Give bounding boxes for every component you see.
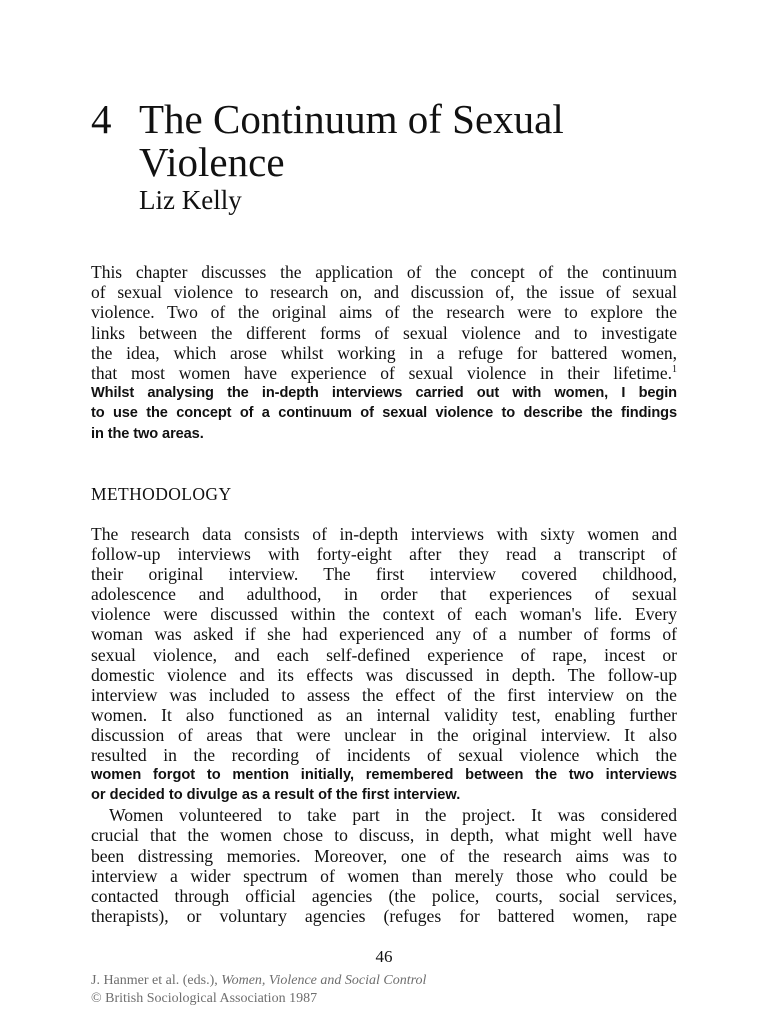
page-number: 46 [375,947,393,966]
method-line: resulted in the recording of incidents of sexual violence which the [91,745,677,766]
method-line: therapists), or voluntary agencies (refuges for battered women, rape [91,905,677,926]
footnote-marker: 1 [672,364,677,376]
methodology-body [91,524,677,926]
intro-line: This chapter discusses the application of the concept of the continuum [91,262,677,282]
chapter-title-line2: Violence [139,139,285,185]
section-heading: METHODOLOGY [91,484,232,504]
method-line: women. It also functioned as an internal validity test, enabling further [91,704,677,725]
method-line: violence were discussed within the context of each woman's life. Every [91,604,677,625]
intro-line-with-footnote [91,363,677,383]
intro-line: links between the different forms of sexual violence and to investigate [91,322,677,343]
intro-line: violence. Two of the original aims of the research were to explore the [91,302,677,323]
footer-book-title: Women, Violence and Social Control [221,973,427,988]
method-line: discussion of areas that were unclear in the original interview. It also [91,724,677,745]
method-line: woman was asked if she had experienced any of a number of forms of [91,624,677,645]
intro-line: the idea, which arose whilst working in a refuge for battered women, [91,342,677,363]
method-line: interview was included to assess the effect of the first interview on the [91,684,677,705]
method-line: adolescence and adulthood, in order that experiences of sexual [91,584,677,605]
method-line: Women volunteered to take part in the project. It was considered [109,805,677,826]
method-bold-line: women forgot to mention initially, remembered between the two interviews [91,767,677,784]
intro-bold-line: to use the concept of a continuum of sexual violence to describe the findings [91,405,677,422]
chapter-number: 4 [91,96,112,142]
method-line: follow-up interviews with forty-eight after they read a transcript of [91,544,677,565]
footer-editors: J. Hanmer et al. (eds.), [91,973,222,988]
intro-bold-line: Whilst analysing the in-depth interviews carried out with women, I begin [91,385,677,402]
intro-bold-line: in the two areas. [91,425,204,442]
chapter-title-line1: The Continuum of Sexual [139,96,564,142]
chapter-heading [91,98,731,184]
footer-copyright: © British Sociological Association 1987 [91,991,318,1006]
method-line: crucial that the women chose to discuss, in depth, what might well have [91,825,677,846]
method-line: interview a wider spectrum of women than merely those who could be [91,865,677,886]
footer-line1 [91,972,426,990]
method-line: contacted through official agencies (the police, courts, social services, [91,885,677,906]
method-line: domestic violence and its effects was discussed in depth. The follow-up [91,664,677,685]
chapter-author: Liz Kelly [139,185,242,215]
intro-line: of sexual violence to research on, and discussion of, the issue of sexual [91,282,677,303]
method-line: been distressing memories. Moreover, one of the research aims was to [91,845,677,866]
intro-line: that most women have experience of sexual violence in their lifetime. [91,363,672,384]
intro-paragraph [91,262,677,444]
method-line: The research data consists of in-depth interviews with sixty women and [91,524,677,544]
method-line: sexual violence, and each self-defined experience of rape, incest or [91,644,677,665]
method-bold-line: or decided to divulge as a result of the first interview. [91,787,461,804]
method-line: their original interview. The first interview covered childhood, [91,564,677,585]
footer-citation [91,972,426,1008]
